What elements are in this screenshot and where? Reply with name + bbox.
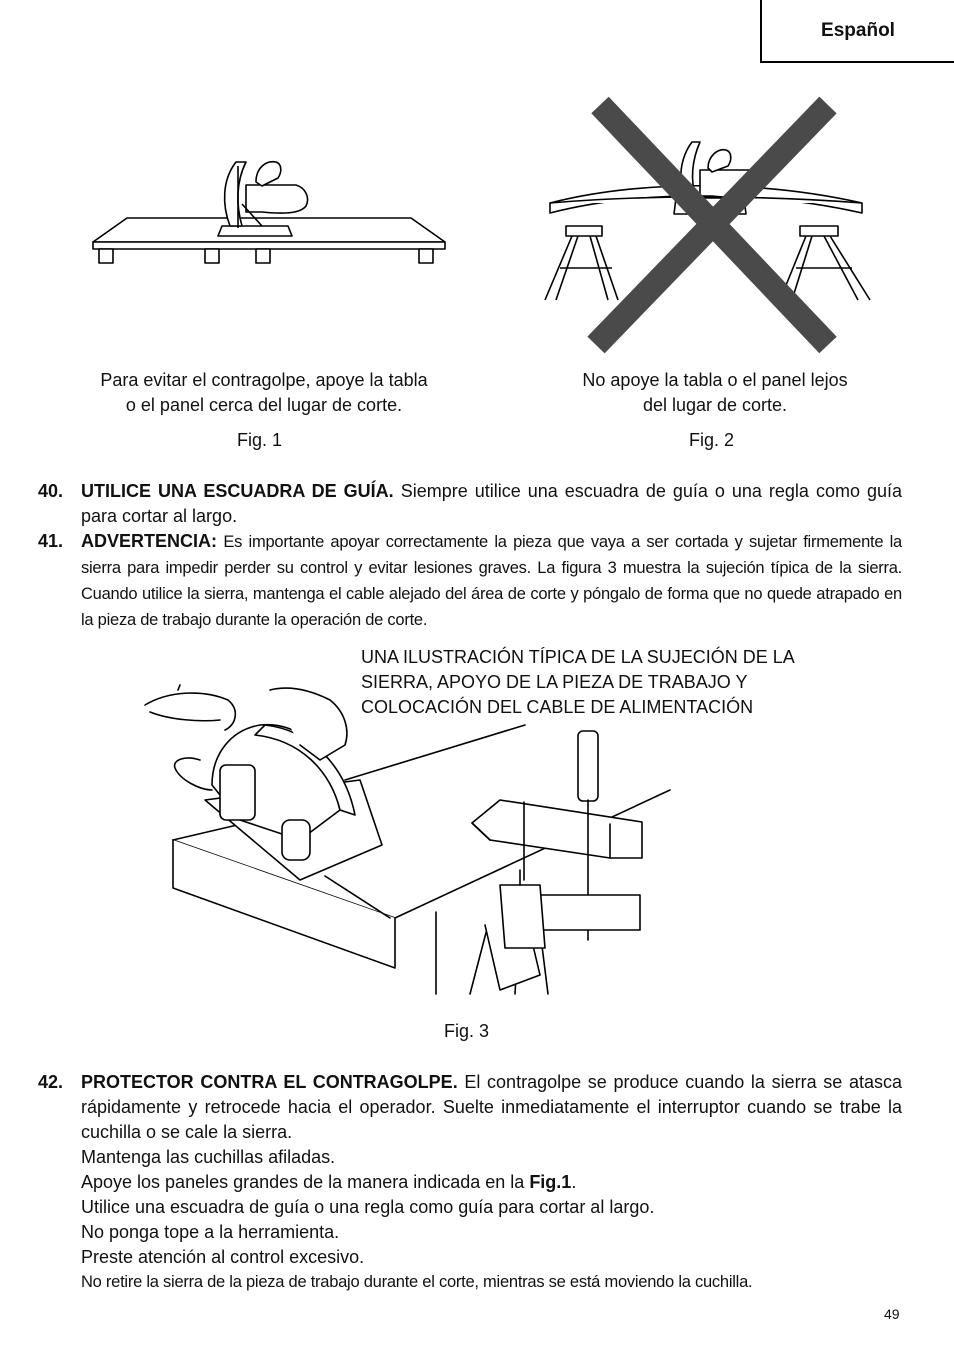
item-text: Siempre utilice una escuadra de guía o una regla como guía para cortar al largo. (81, 481, 902, 526)
item-line: Utilice una escuadra de guía o una regla como guía para cortar al largo. (81, 1197, 655, 1217)
item-text: Es importante apoyar correctamente la pieza que vaya a ser cortada y sujetar firmemente la sierra para impedir perder su control y evitar lesiones graves. La figura 3 muestra la sujeción típica de la sierra. Cuando utilice la sierra, mantenga el cable alejado del área de corte y póngalo de forma que no quede atrapado en la pieza de trabajo durante la operación de corte. (81, 533, 902, 629)
item-number: 40. (38, 481, 64, 501)
fig3-caption-line: COLOCACIÓN DEL CABLE DE ALIMENTACIÓN (361, 697, 754, 717)
item-heading: UTILICE UNA ESCUADRA DE GUÍA. (81, 481, 394, 501)
item-line: No ponga tope a la herramienta. (81, 1222, 340, 1242)
item-number: 41. (38, 531, 64, 551)
item-line-text: . (571, 1172, 577, 1192)
item-heading: ADVERTENCIA: (81, 531, 218, 551)
fig3-label: Fig. 3 (444, 1021, 490, 1041)
item-line (81, 1170, 902, 1195)
fig3-caption-line: UNA ILUSTRACIÓN TÍPICA DE LA SUJECIÓN DE LA (361, 647, 795, 667)
item-body (81, 1070, 902, 1145)
item-line: No retire la sierra de la pieza de trabajo durante el corte, mientras se está moviendo la cuchilla. (81, 1273, 753, 1291)
fig2-caption-line: No apoye la tabla o el panel lejos (582, 370, 848, 390)
page-number: 49 (884, 1306, 900, 1322)
fig1-caption-line: Para evitar el contragolpe, apoye la tabla (100, 370, 428, 390)
item-line-text: Apoye los paneles grandes de la manera indicada en la (81, 1172, 530, 1192)
item-line: Mantenga las cuchillas afiladas. (81, 1147, 336, 1167)
fig3-caption-line: SIERRA, APOYO DE LA PIEZA DE TRABAJO Y (361, 672, 748, 692)
fig1-caption-line: o el panel cerca del lugar de corte. (125, 395, 403, 415)
fig2-caption-line: del lugar de corte. (642, 395, 788, 415)
figure-reference: Fig.1 (529, 1172, 572, 1192)
item-text: El contragolpe se produce cuando la sierra se atasca rápidamente y retrocede hacia el operador. Suelte inmediatamente el interruptor cuando se trabe la cuchilla o se cale la sierra. (81, 1072, 902, 1142)
item-42 (38, 1070, 902, 1295)
item-number: 42. (38, 1072, 64, 1092)
fig2-label: Fig. 2 (689, 430, 735, 450)
item-heading: PROTECTOR CONTRA EL CONTRAGOLPE. (81, 1072, 458, 1092)
fig1-label: Fig. 1 (237, 430, 283, 450)
language-label: Español (821, 20, 895, 41)
item-line: Preste atención al control excesivo. (81, 1247, 365, 1267)
